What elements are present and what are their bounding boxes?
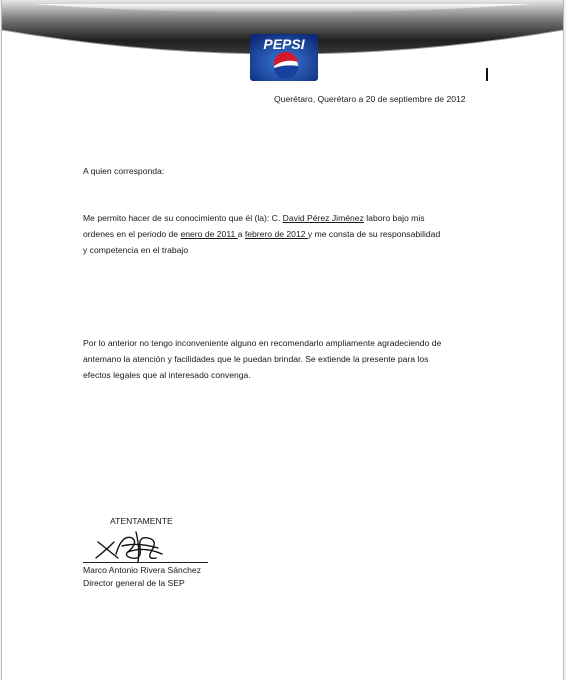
letter-greeting: A quien corresponda: xyxy=(83,166,165,176)
paragraph-2-line-1: Por lo anterior no tengo inconveniente alguno en recomendarlo ampliamente agradeciendo de xyxy=(83,338,442,348)
logo-wordmark: PEPSI xyxy=(263,36,305,52)
handwritten-signature xyxy=(92,528,172,566)
paragraph-1 xyxy=(83,210,440,258)
paragraph-2-line-2: antemano la atención y facilidades que le puedan brindar. Se extiende la presente para los xyxy=(83,354,429,364)
text-cursor xyxy=(486,68,488,81)
paragraph-2 xyxy=(83,335,441,383)
paragraph-1-line-3: y competencia en el trabajo xyxy=(83,245,189,255)
start-date: enero de 2011 xyxy=(180,229,238,239)
end-date: febrero de 2012 xyxy=(244,229,308,239)
employee-name: David Pérez Jiménez xyxy=(282,213,364,223)
signer-name: Marco Antonio Rivera Sánchez xyxy=(83,565,201,575)
signer-title: Director general de la SEP xyxy=(83,578,185,588)
paragraph-1-line-2: ordenes en el periodo de enero de 2011 a febrero de 2012 y me consta de su responsabilidad xyxy=(83,229,441,239)
signature-line xyxy=(83,562,208,563)
paragraph-2-line-3: efectos legales que al interesado convenga. xyxy=(83,370,251,380)
letter-page xyxy=(1,0,564,680)
letter-date: Querétaro, Querétaro a 20 de septiembre de 2012 xyxy=(274,94,466,104)
paragraph-1-line-1: Me permito hacer de su conocimiento que él (la): C. David Pérez Jiménez laboro bajo mis xyxy=(83,213,425,223)
closing: ATENTAMENTE xyxy=(110,516,173,526)
pepsi-logo xyxy=(250,34,318,81)
